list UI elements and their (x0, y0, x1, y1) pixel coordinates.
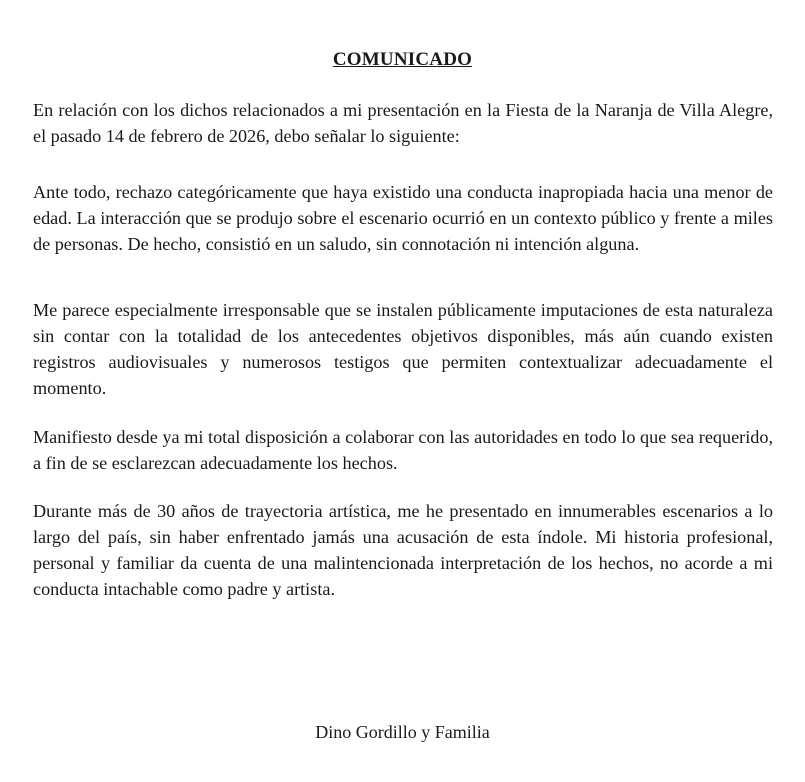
signature: Dino Gordillo y Familia (315, 722, 490, 742)
paragraph-rejection: Ante todo, rechazo categóricamente que haya existido una conducta inapropiada hacia una menor de edad. La interacción que se produjo sobre el escenario ocurrió en un contexto público y frente a miles de personas. De hecho, consistió en un saludo, sin connotación ni intención alguna. (33, 182, 773, 254)
paragraph-intro: En relación con los dichos relacionados a mi presentación en la Fiesta de la Naranja de Villa Alegre, el pasado 14 de febrero de 2026, debo señalar lo siguiente: (33, 100, 773, 146)
paragraph-career: Durante más de 30 años de trayectoria artística, me he presentado en innumerables escenarios a lo largo del país, sin haber enfrentado jamás una acusación de esta índole. Mi historia profesional, personal y familiar da cuenta de una malintencionada interpretación de los hechos, no acorde a mi conducta intachable como padre y artista. (33, 501, 773, 599)
document-title: COMUNICADO (332, 49, 473, 70)
paragraph-collaboration: Manifiesto desde ya mi total disposición a colaborar con las autoridades en todo lo que sea requerido, a fin de se esclarezcan adecuadamente los hechos. (33, 427, 773, 473)
paragraph-irresponsible-claims: Me parece especialmente irresponsable que se instalen públicamente imputaciones de esta naturaleza sin contar con la totalidad de los antecedentes objetivos disponibles, más aún cuando existen registros audiovisuales y numerosos testigos que permiten contextualizar adecuadamente el momento. (33, 300, 773, 398)
